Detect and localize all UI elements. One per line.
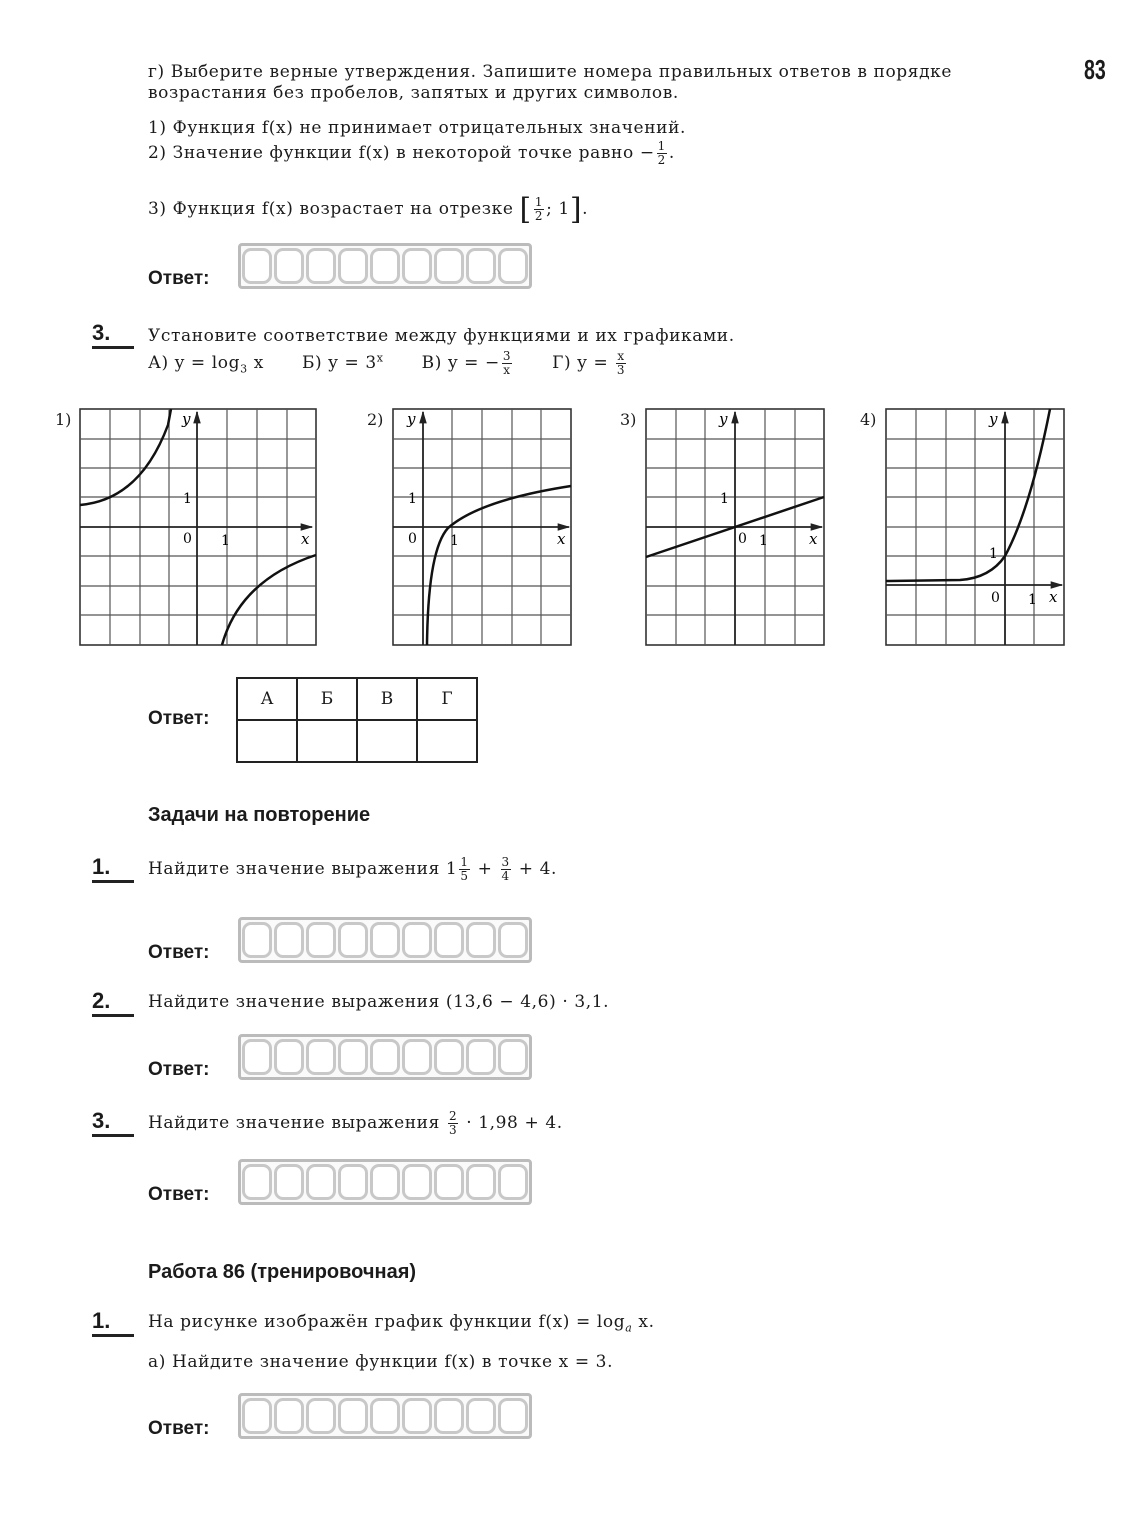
review-heading: Задачи на повторение <box>148 804 371 826</box>
table-header-b: Б <box>297 678 357 720</box>
answer-cell-g[interactable] <box>417 720 477 762</box>
svg-text:x: x <box>809 530 818 548</box>
statement-2-text: 2) Значение функции f(x) в некоторой точке равно <box>148 143 634 163</box>
work-86-task-1a: а) Найдите значение функции f(x) в точке x = 3. <box>148 1352 614 1372</box>
fraction-half-interval: $\frac{1}{2}$ <box>534 195 544 223</box>
statement-2-minus: − <box>639 143 655 163</box>
graph-1-zero: 0 <box>183 531 192 547</box>
answer-label-review-2: Ответ: <box>148 1059 210 1080</box>
task-3-options <box>148 350 628 377</box>
svg-text:0: 0 <box>408 531 417 547</box>
option-a: А) $y = \log_3 x$ <box>148 353 264 376</box>
page-number: 83 <box>1084 54 1106 85</box>
answer-cell-v[interactable] <box>357 720 417 762</box>
svg-text:1: 1 <box>989 546 998 562</box>
graph-2-label: 2) <box>367 410 384 429</box>
statement-3: 3) Функция f(x) возрастает на отрезке [ $\frac{1}{2}$ ; 1]. <box>148 192 589 227</box>
answer-label-task3: Ответ: <box>148 708 210 729</box>
task-3-number: 3. <box>92 320 134 349</box>
graph-2 <box>393 409 571 645</box>
answer-label-review-1: Ответ: <box>148 942 210 963</box>
statement-3-text: 3) Функция f(x) возрастает на отрезке <box>148 199 514 219</box>
answer-field-review-3[interactable] <box>238 1159 532 1205</box>
answer-label: Ответ: <box>148 268 210 289</box>
table-header-g: Г <box>417 678 477 720</box>
svg-text:y: y <box>989 410 998 428</box>
svg-text:0: 0 <box>738 531 747 547</box>
table-header-v: В <box>357 678 417 720</box>
graph-1-label: 1) <box>55 410 72 429</box>
table-header-a: А <box>237 678 297 720</box>
review-task-3-text: Найдите значение выражения $\frac{2}{3}$ · 1,98 + 4. <box>148 1109 563 1137</box>
graph-1 <box>80 409 316 645</box>
answer-table-task3 <box>236 677 478 763</box>
review-task-1-text: Найдите значение выражения 1 $\frac{1}{5}$ + $\frac{3}{4}$ + 4. <box>148 855 558 883</box>
statement-1: 1) Функция f(x) не принимает отрицательных значений. <box>148 118 687 138</box>
answer-label-review-3: Ответ: <box>148 1184 210 1205</box>
svg-text:1: 1 <box>450 533 459 549</box>
review-task-1-number: 1. <box>92 854 134 883</box>
part-g-intro-line1: г) Выберите верные утверждения. Запишите номера правильных ответов в порядке <box>148 62 953 82</box>
task-3-text: Установите соответствие между функциями и их графиками. <box>148 326 735 346</box>
graph-4-label: 4) <box>860 410 877 429</box>
answer-field-review-2[interactable] <box>238 1034 532 1080</box>
option-g: Г) y = $\frac{x}{3}$ <box>552 349 626 377</box>
review-task-2-number: 2. <box>92 988 134 1017</box>
answer-field-work-86[interactable] <box>238 1393 532 1439</box>
graph-4 <box>886 409 1064 645</box>
svg-text:y: y <box>719 410 728 428</box>
graph-1-tick-y: 1 <box>183 491 192 507</box>
svg-text:1: 1 <box>720 491 729 507</box>
work-86-heading: Работа 86 (тренировочная) <box>148 1261 417 1283</box>
review-task-2-text: Найдите значение выражения (13,6 − 4,6) · 3,1. <box>148 992 610 1012</box>
answer-cell-a[interactable] <box>237 720 297 762</box>
graph-3-label: 3) <box>620 410 637 429</box>
answer-cell-b[interactable] <box>297 720 357 762</box>
graph-3 <box>646 409 824 645</box>
part-g-intro-line2: возрастания без пробелов, запятых и других символов. <box>148 83 679 103</box>
review-task-3-number: 3. <box>92 1108 134 1137</box>
svg-text:1: 1 <box>408 491 417 507</box>
answer-field-review-1[interactable] <box>238 917 532 963</box>
svg-text:x: x <box>1049 588 1058 606</box>
graph-1-y: y <box>182 410 191 428</box>
answer-label-work-86: Ответ: <box>148 1418 210 1439</box>
fraction-half: $\frac{1}{2}$ <box>657 139 666 167</box>
graph-1-tick-x: 1 <box>221 533 230 549</box>
graphs-area <box>0 400 1129 670</box>
graph-1-x: x <box>301 530 310 548</box>
svg-text:0: 0 <box>991 590 1000 606</box>
svg-text:y: y <box>407 410 416 428</box>
svg-text:1: 1 <box>1028 592 1037 608</box>
answer-field-part-g[interactable] <box>238 243 532 289</box>
svg-text:1: 1 <box>759 533 768 549</box>
option-b: Б) $y = 3^x$ <box>301 351 384 373</box>
option-v: В) y = − $\frac{3}{x}$ <box>421 349 512 377</box>
statement-2: 2) Значение функции f(x) в некоторой точке равно − $\frac{1}{2}$ . <box>148 139 675 167</box>
work-86-task-1-number: 1. <box>92 1308 134 1337</box>
svg-text:x: x <box>557 530 566 548</box>
work-86-task-1-text: На рисунке изображён график функции $f(x) = \log_a x$. <box>148 1312 655 1335</box>
